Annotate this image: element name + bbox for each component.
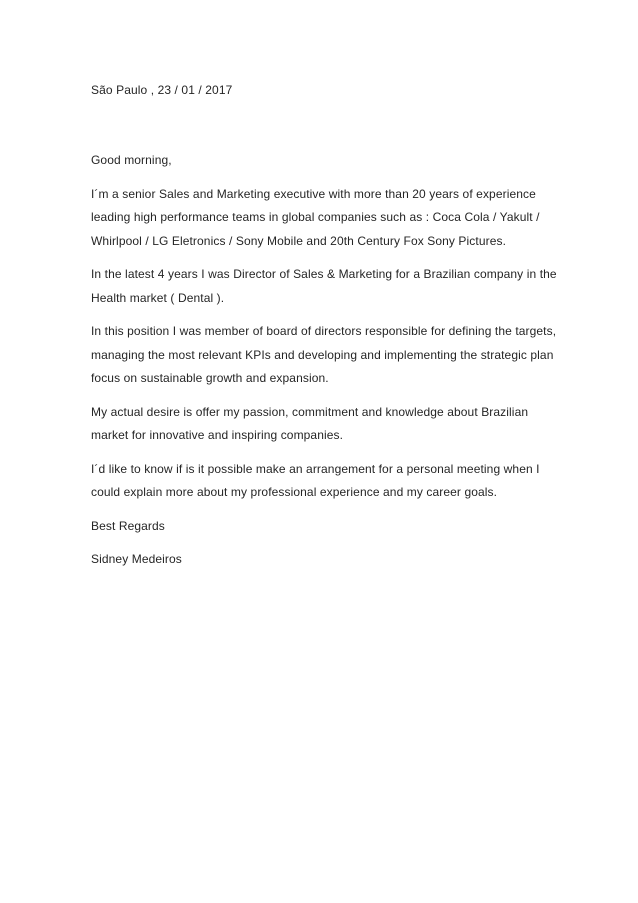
letter-line: My actual desire is offer my passion, commitment and knowledge about Brazilian <box>91 404 529 419</box>
letter-line: In the latest 4 years I was Director of Sales & Marketing for a Brazilian company in the <box>91 267 557 281</box>
letter-line: managing the most relevant KPIs and developing and implementing the strategic plan <box>91 347 554 362</box>
letter-line: market for innovative and inspiring companies. <box>91 428 344 442</box>
letter-line: could explain more about my professional experience and my career goals. <box>91 485 498 499</box>
closing: Best Regards <box>91 518 165 533</box>
letter-line: Whirlpool / LG Eletronics / Sony Mobile and 20th Century Fox Sony Pictures. <box>91 233 507 248</box>
paragraph-meeting-request <box>91 458 571 505</box>
letter-line: Health market ( Dental ). <box>91 290 225 305</box>
paragraph-board-position <box>91 320 571 391</box>
paragraph-director-role <box>91 263 571 310</box>
letter-document <box>91 79 571 572</box>
paragraph-desire <box>91 401 571 448</box>
letter-line: In this position I was member of board of directors responsible for defining the targets, <box>91 324 557 338</box>
paragraph-experience <box>91 183 571 254</box>
signature: Sidney Medeiros <box>91 552 182 566</box>
dateline: São Paulo , 23 / 01 / 2017 <box>91 83 233 97</box>
greeting: Good morning, <box>91 153 172 167</box>
letter-line: focus on sustainable growth and expansion. <box>91 371 329 385</box>
letter-line: I´d like to know if is it possible make an arrangement for a personal meeting when I <box>91 461 540 476</box>
letter-line: I´m a senior Sales and Marketing executive with more than 20 years of experience <box>91 186 536 201</box>
letter-line: leading high performance teams in global companies such as : Coca Cola / Yakult / <box>91 210 540 224</box>
